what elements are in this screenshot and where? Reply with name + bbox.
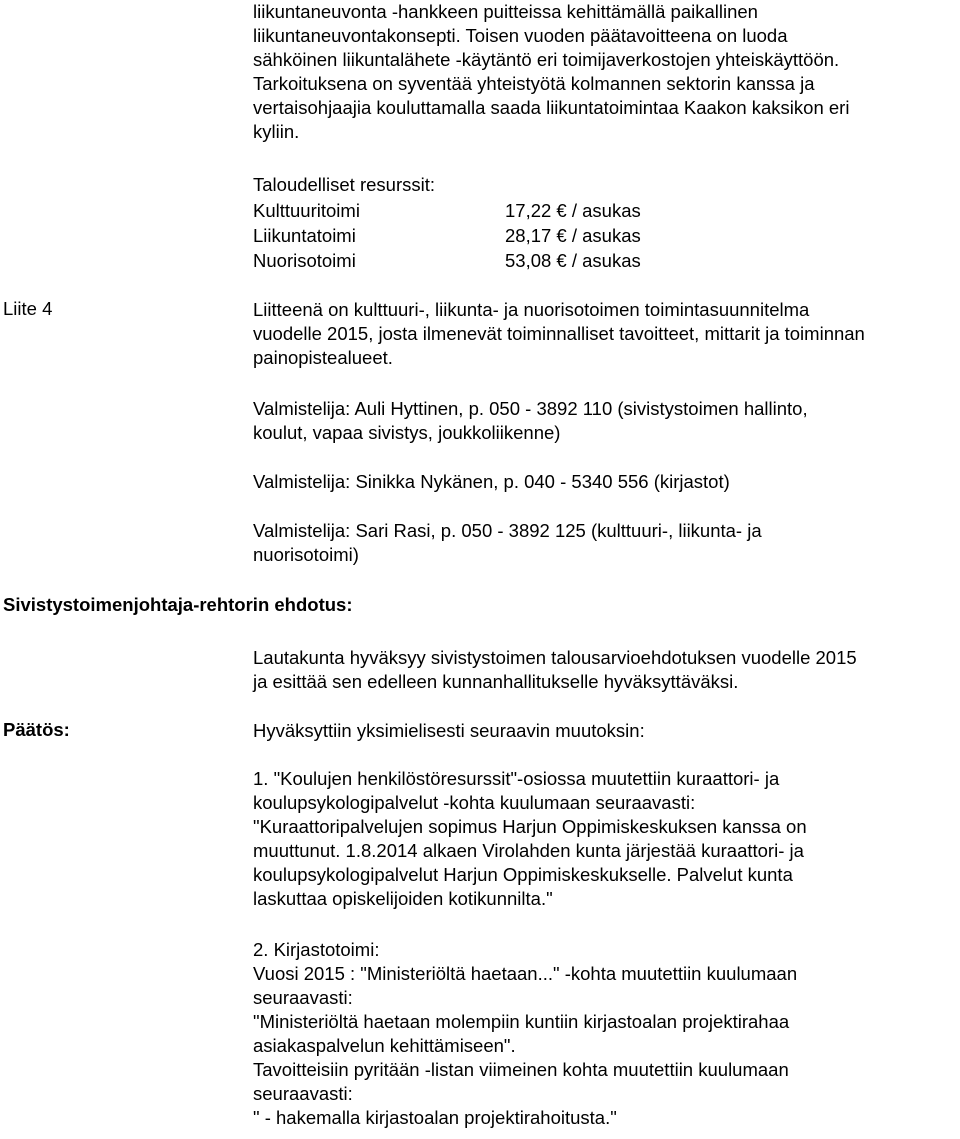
text-line: kyliin. (253, 121, 300, 142)
text-line: laskuttaa opiskelijoiden kotikunnilta." (253, 888, 553, 909)
text-line: muuttunut. 1.8.2014 alkaen Virolahden kunta järjestää kuraattori- ja (253, 840, 804, 861)
proposal-paragraph (253, 646, 857, 694)
decision-item-2 (253, 938, 797, 1130)
text-line: "Ministeriöltä haetaan molempiin kuntiin kirjastoalan projektirahaa (253, 1011, 790, 1032)
text-line: seuraavasti: (253, 987, 353, 1008)
text-line: sähköinen liikuntalähete -käytäntö eri toimijaverkostojen yhteiskäyttöön. (253, 49, 840, 70)
text-line: Lautakunta hyväksyy sivistystoimen talousarvioehdotuksen vuodelle 2015 (253, 647, 857, 668)
attachment-label: Liite 4 (3, 298, 53, 319)
resource-value: 17,22 € / asukas (505, 200, 641, 221)
decision-intro: Hyväksyttiin yksimielisesti seuraavin muutoksin: (253, 720, 645, 741)
decision-heading: Päätös: (3, 719, 70, 740)
text-line: Tavoitteisiin pyritään -listan viimeinen kohta muutettiin kuulumaan (253, 1059, 789, 1080)
text-line: " - hakemalla kirjastoalan projektirahoitusta." (253, 1107, 617, 1128)
text-line: ja esittää sen edelleen kunnanhallitukselle hyväksyttäväksi. (253, 671, 739, 692)
resources-heading: Taloudelliset resurssit: (253, 174, 435, 195)
resource-label: Nuorisotoimi (253, 250, 356, 271)
attachment-paragraph (253, 298, 865, 370)
preparer-paragraph (253, 397, 808, 445)
text-line: Valmistelija: Auli Hyttinen, p. 050 - 3892 110 (sivistystoimen hallinto, (253, 398, 808, 419)
resource-label: Liikuntatoimi (253, 225, 356, 246)
text-line: liikuntaneuvontakonsepti. Toisen vuoden päätavoitteena on luoda (253, 25, 788, 46)
proposal-heading: Sivistystoimenjohtaja-rehtorin ehdotus: (3, 594, 353, 615)
text-line: koulupsykologipalvelut -kohta kuulumaan seuraavasti: (253, 792, 696, 813)
text-line: Tarkoituksena on syventää yhteistyötä kolmannen sektorin kanssa ja (253, 73, 815, 94)
text-line: 2. Kirjastotoimi: (253, 939, 380, 960)
text-line: koulut, vapaa sivistys, joukkoliikenne) (253, 422, 561, 443)
text-line: Liitteenä on kulttuuri-, liikunta- ja nuorisotoimen toimintasuunnitelma (253, 299, 810, 320)
text-line: koulupsykologipalvelut Harjun Oppimiskeskukselle. Palvelut kunta (253, 864, 793, 885)
decision-item-1 (253, 767, 807, 911)
text-line: liikuntaneuvonta -hankkeen puitteissa kehittämällä paikallinen (253, 1, 758, 22)
text-line: seuraavasti: (253, 1083, 353, 1104)
text-line: "Kuraattoripalvelujen sopimus Harjun Oppimiskeskuksen kanssa on (253, 816, 807, 837)
text-line: painopistealueet. (253, 347, 393, 368)
preparer-paragraph (253, 470, 730, 494)
text-line: asiakaspalvelun kehittämiseen". (253, 1035, 516, 1056)
resource-value: 53,08 € / asukas (505, 250, 641, 271)
text-line: 1. "Koulujen henkilöstöresurssit"-osiossa muutettiin kuraattori- ja (253, 768, 780, 789)
text-line: nuorisotoimi) (253, 544, 359, 565)
text-line: vuodelle 2015, josta ilmenevät toiminnalliset tavoitteet, mittarit ja toiminnan (253, 323, 865, 344)
text-line: vertaisohjaajia kouluttamalla saada liikuntatoimintaa Kaakon kaksikon eri (253, 97, 850, 118)
text-line: Valmistelija: Sinikka Nykänen, p. 040 - 5340 556 (kirjastot) (253, 471, 730, 492)
resource-label: Kulttuuritoimi (253, 200, 360, 221)
preparer-paragraph (253, 519, 762, 567)
text-line: Vuosi 2015 : "Ministeriöltä haetaan..." -kohta muutettiin kuulumaan (253, 963, 798, 984)
resource-value: 28,17 € / asukas (505, 225, 641, 246)
intro-paragraph (253, 0, 849, 144)
text-line: Valmistelija: Sari Rasi, p. 050 - 3892 125 (kulttuuri-, liikunta- ja (253, 520, 762, 541)
